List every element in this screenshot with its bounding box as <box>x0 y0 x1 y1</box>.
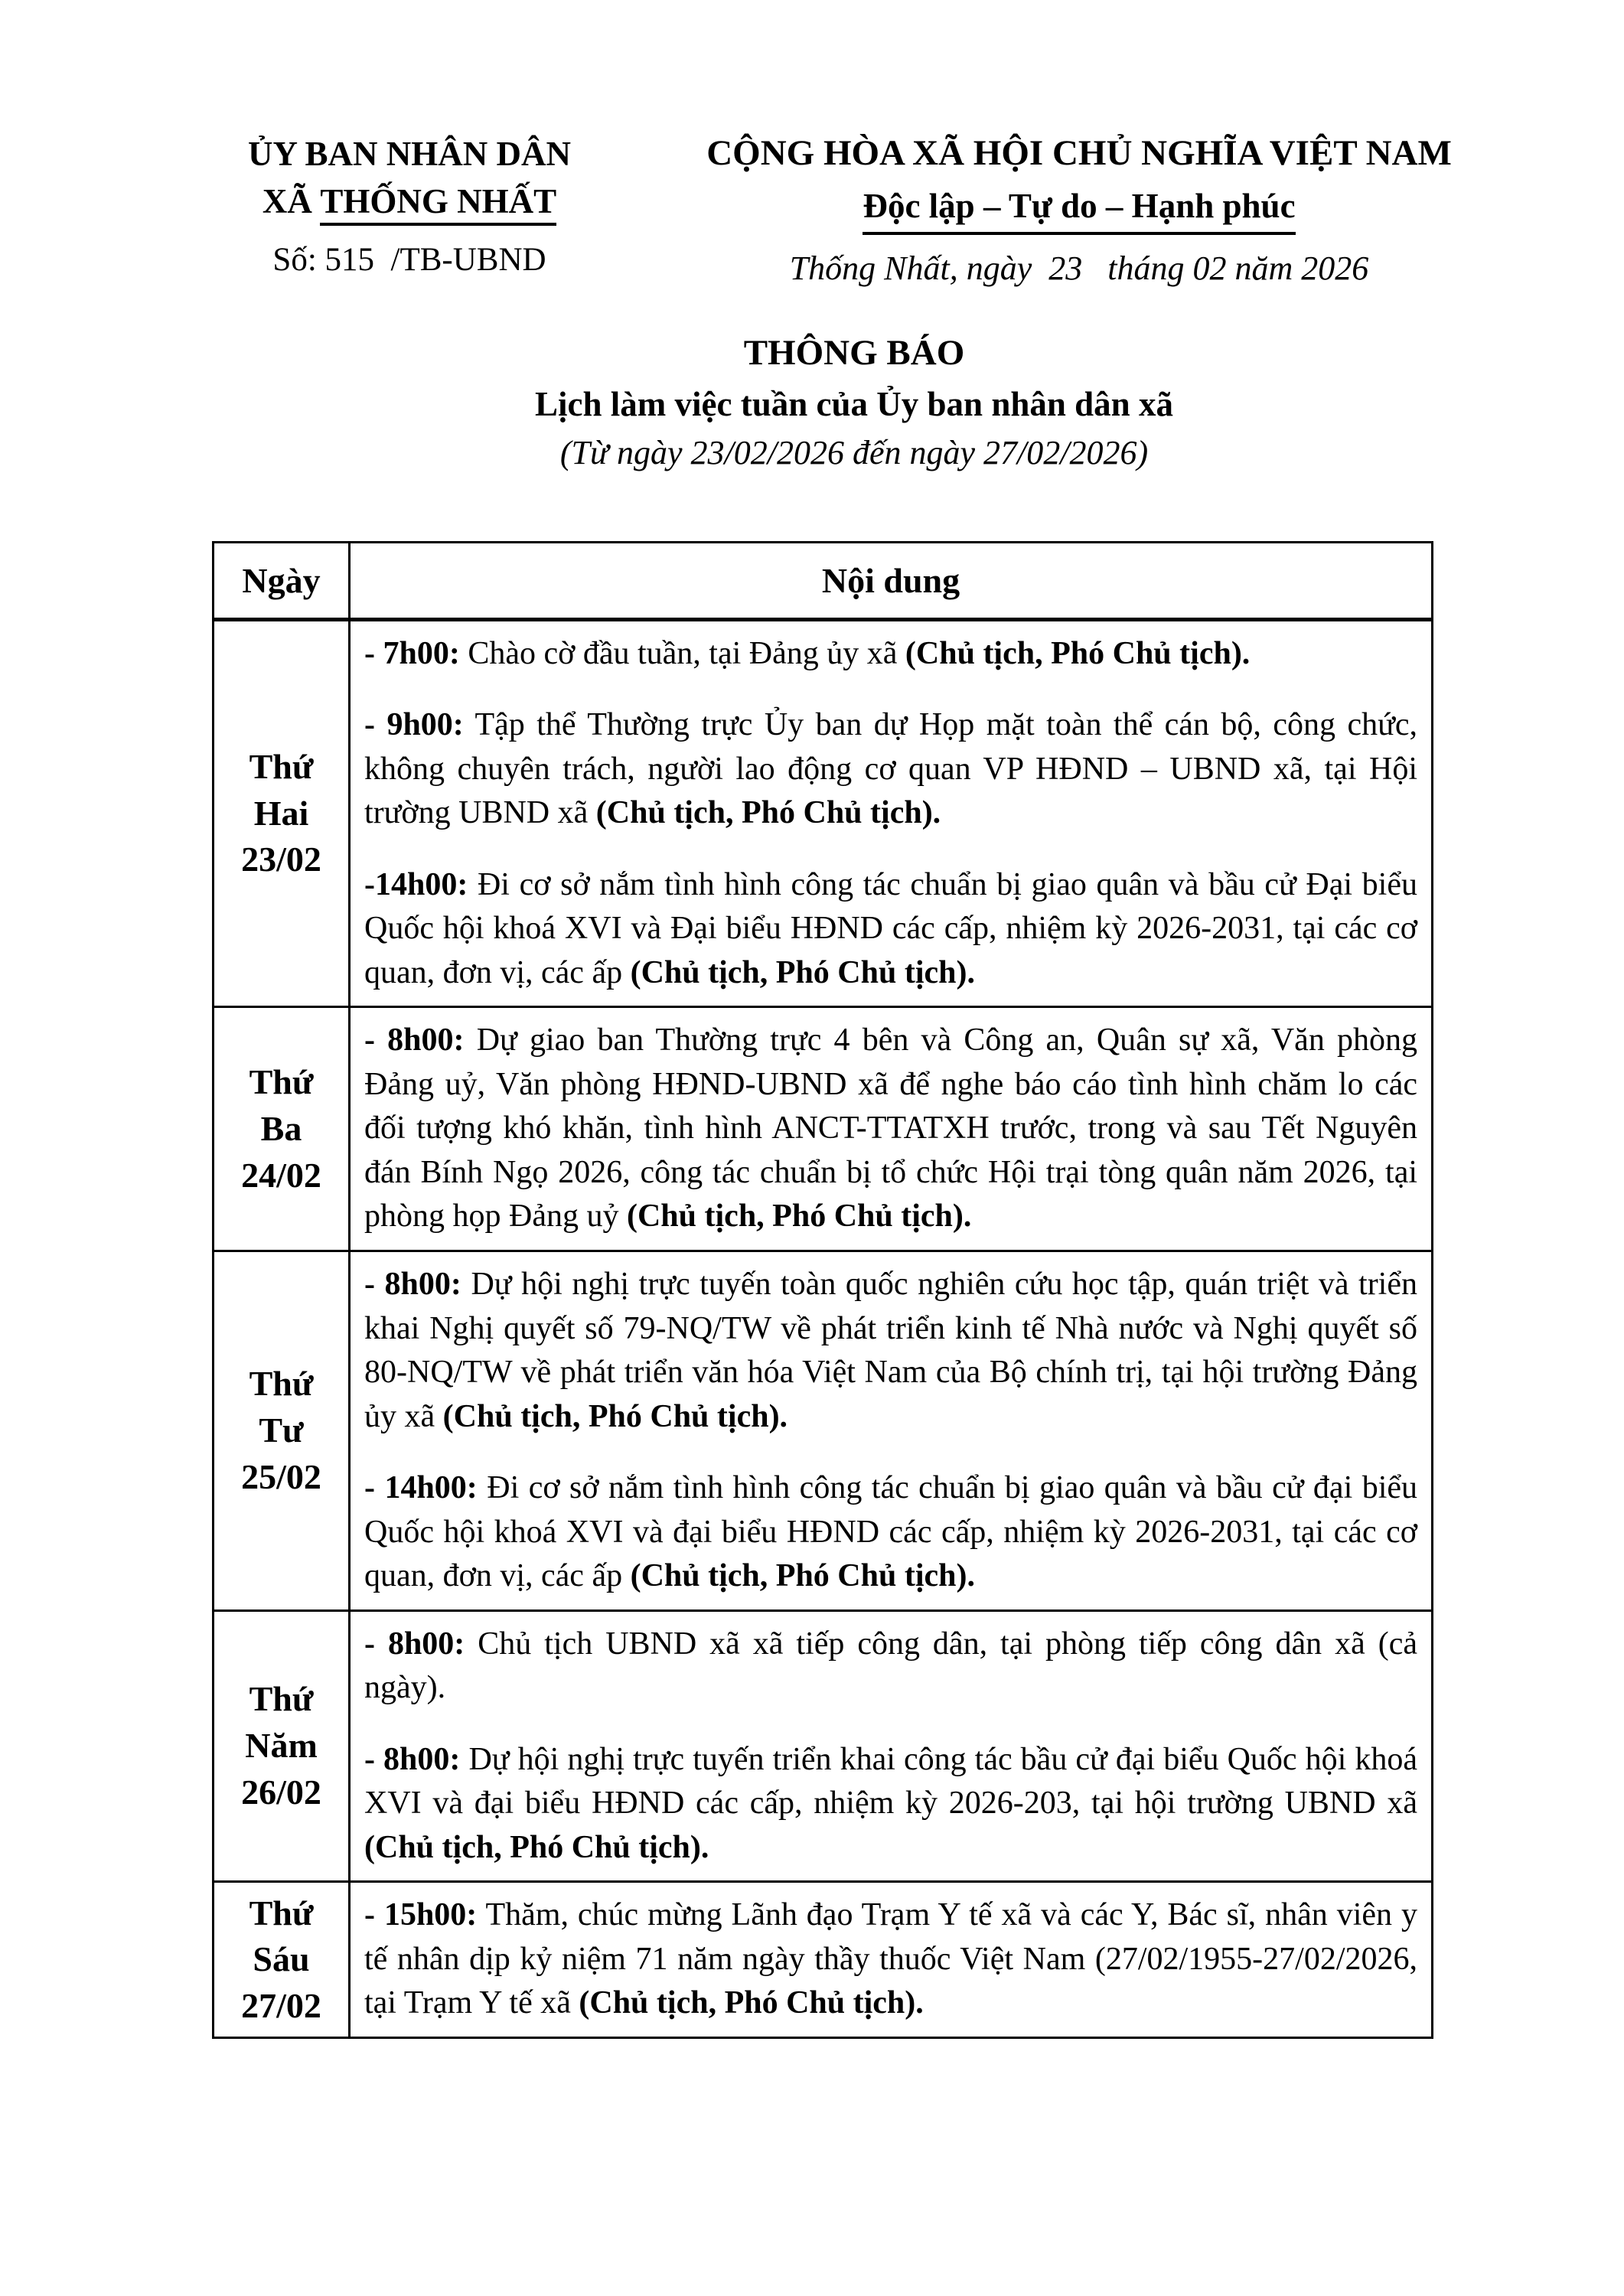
date-range-line: (Từ ngày 23/02/2026 đến ngày 27/02/2026) <box>559 433 1149 471</box>
schedule-entry <box>364 1893 1417 2026</box>
entry-text: Dự hội nghị trực tuyến triển khai công tác bầu cử đại biểu Quốc hội khoá XVI và đại biểu HĐND các cấp, nhiệm kỳ 2026-203, tại hội trường UBND xã <box>364 1741 1418 1821</box>
table-row-wednesday <box>214 1251 1433 1610</box>
entry-text: Tập thể Thường trực Ủy ban dự Họp mặt toàn thể cán bộ, công chức, không chuyên trách, người lao động cơ quan VP HĐND – UBND xã, tại Hội trường UBND xã <box>364 707 1417 831</box>
document-header <box>0 0 1624 288</box>
day-cell <box>214 1610 350 1882</box>
national-motto-line <box>666 188 1492 235</box>
entry-time: - 8h00: <box>364 1741 461 1777</box>
entry-time: - 15h00: <box>364 1897 478 1933</box>
entry-text: Chào cờ đầu tuần, tại Đảng ủy xã <box>459 635 905 671</box>
day-date: 25/02 <box>241 1456 321 1496</box>
schedule-table <box>212 541 1433 2039</box>
day-date: 24/02 <box>241 1155 321 1195</box>
content-cell <box>350 1007 1433 1251</box>
national-motto: Độc lập – Tự do – Hạnh phúc <box>863 188 1295 235</box>
content-cell <box>350 619 1433 1007</box>
entry-attendees: (Chủ tịch, Phó Chủ tịch). <box>364 1829 709 1865</box>
entry-text: Đi cơ sở nắm tình hình công tác chuẩn bị giao quân và bầu cử đại biểu Quốc hội khoá XVI và đại biểu HĐND các cấp, nhiệm kỳ 2026-2031, tại các cơ quan, đơn vị, các ấp <box>364 1470 1418 1594</box>
column-header-content: Nội dung <box>350 542 1433 619</box>
issuing-authority-block <box>230 130 589 283</box>
entry-text: Dự giao ban Thường trực 4 bên và Công an, Quân sự xã, Văn phòng Đảng uỷ, Văn phòng HĐND-UBND xã để nghe báo cáo tình hình chăm lo các đối tượng khó khăn, tình hình ANCT-TTATXH trước, trong và sau Tết Nguyên đán Bính Ngọ 2026, công tác chuẩn bị tổ chức Hội trại tòng quân năm 2026, tại phòng họp Đảng uỷ <box>364 1022 1417 1234</box>
entry-attendees: (Chủ tịch, Phó Chủ tịch). <box>595 795 941 831</box>
schedule-entry <box>364 632 1417 677</box>
issuer-commune-line <box>230 178 589 225</box>
entry-attendees: (Chủ tịch, Phó Chủ tịch). <box>630 954 975 990</box>
entry-time: - 8h00: <box>364 1022 465 1058</box>
entry-attendees: (Chủ tịch, Phó Chủ tịch). <box>579 1985 924 2021</box>
column-header-day: Ngày <box>214 542 350 619</box>
entry-time: - 8h00: <box>364 1626 465 1662</box>
entry-time: -14h00: <box>364 866 468 902</box>
day-cell <box>214 619 350 1007</box>
day-weekday: Thứ <box>249 1364 314 1404</box>
schedule-entry <box>364 1623 1417 1711</box>
national-title: CỘNG HÒA XÃ HỘI CHỦ NGHĨA VIỆT NAM <box>706 133 1452 173</box>
entry-time: - 9h00: <box>364 707 464 743</box>
schedule-entry <box>364 1466 1417 1599</box>
entry-attendees: (Chủ tịch, Phó Chủ tịch). <box>442 1398 788 1434</box>
day-date: 26/02 <box>241 1772 321 1812</box>
day-name: Ba <box>260 1108 302 1148</box>
day-name: Hai <box>253 793 309 833</box>
day-date: 27/02 <box>241 1986 321 2025</box>
day-name: Tư <box>259 1410 304 1450</box>
schedule-entry <box>364 1263 1417 1439</box>
issuer-parent-org: ỦY BAN NHÂN DÂN <box>247 135 572 173</box>
day-cell <box>214 1007 350 1251</box>
entry-attendees: (Chủ tịch, Phó Chủ tịch). <box>630 1558 975 1594</box>
schedule-entry <box>364 1019 1417 1239</box>
entry-text: Đi cơ sở nắm tình hình công tác chuẩn bị giao quân và bầu cử Đại biểu Quốc hội khoá XVI và Đại biểu HĐND các cấp, nhiệm kỳ 2026-2031, tại các cơ quan, đơn vị, các ấp <box>364 866 1417 990</box>
entry-time: - 8h00: <box>364 1266 461 1302</box>
commune-name-underlined: THỐNG NHẤT <box>320 182 556 226</box>
schedule-entry <box>364 863 1417 996</box>
schedule-entry <box>364 1738 1417 1870</box>
entry-time: - 7h00: <box>364 635 460 671</box>
commune-prefix: XÃ <box>262 182 321 221</box>
day-cell <box>214 1251 350 1610</box>
day-date: 23/02 <box>241 840 321 879</box>
national-header-block <box>666 130 1492 288</box>
entry-attendees: (Chủ tịch, Phó Chủ tịch). <box>905 635 1251 671</box>
day-cell <box>214 1882 350 2038</box>
document-number: Số: 515 /TB-UBND <box>272 242 546 279</box>
entry-attendees: (Chủ tịch, Phó Chủ tịch). <box>626 1199 972 1234</box>
content-cell <box>350 1251 1433 1610</box>
title-block <box>0 332 1624 472</box>
table-row-thursday <box>214 1610 1433 1882</box>
day-weekday: Thứ <box>249 1062 314 1102</box>
content-cell <box>350 1610 1433 1882</box>
schedule-entry <box>364 703 1417 836</box>
day-weekday: Thứ <box>249 746 314 786</box>
day-weekday: Thứ <box>249 1893 314 1932</box>
content-cell <box>350 1882 1433 2038</box>
entry-text: Chủ tịch UBND xã xã tiếp công dân, tại phòng tiếp công dân xã (cả ngày). <box>364 1626 1417 1706</box>
table-row-monday <box>214 619 1433 1007</box>
table-header-row <box>214 542 1433 619</box>
place-date-line: Thống Nhất, ngày 23 tháng 02 năm 2026 <box>789 249 1369 287</box>
document-type-heading: THÔNG BÁO <box>743 332 965 373</box>
entry-text: Dự hội nghị trực tuyến toàn quốc nghiên cứu học tập, quán triệt và triển khai Nghị quyết số 79-NQ/TW về phát triển kinh tế Nhà nước và Nghị quyết số 80-NQ/TW về phát triển văn hóa Việt Nam của Bộ chính trị, tại hội trường Đảng ủy xã <box>364 1266 1417 1434</box>
table-row-friday <box>214 1882 1433 2038</box>
entry-text: Thăm, chúc mừng Lãnh đạo Trạm Y tế xã và các Y, Bác sĩ, nhân viên y tế nhân dịp kỷ niệm 71 năm ngày thầy thuốc Việt Nam (27/02/1955-27/02/2026, tại Trạm Y tế xã <box>364 1897 1417 2021</box>
document-subject: Lịch làm việc tuần của Ủy ban nhân dân xã <box>535 384 1173 423</box>
day-name: Năm <box>245 1726 318 1766</box>
day-name: Sáu <box>253 1939 310 1979</box>
table-row-tuesday <box>214 1007 1433 1251</box>
day-weekday: Thứ <box>249 1679 314 1719</box>
entry-time: - 14h00: <box>364 1470 478 1506</box>
